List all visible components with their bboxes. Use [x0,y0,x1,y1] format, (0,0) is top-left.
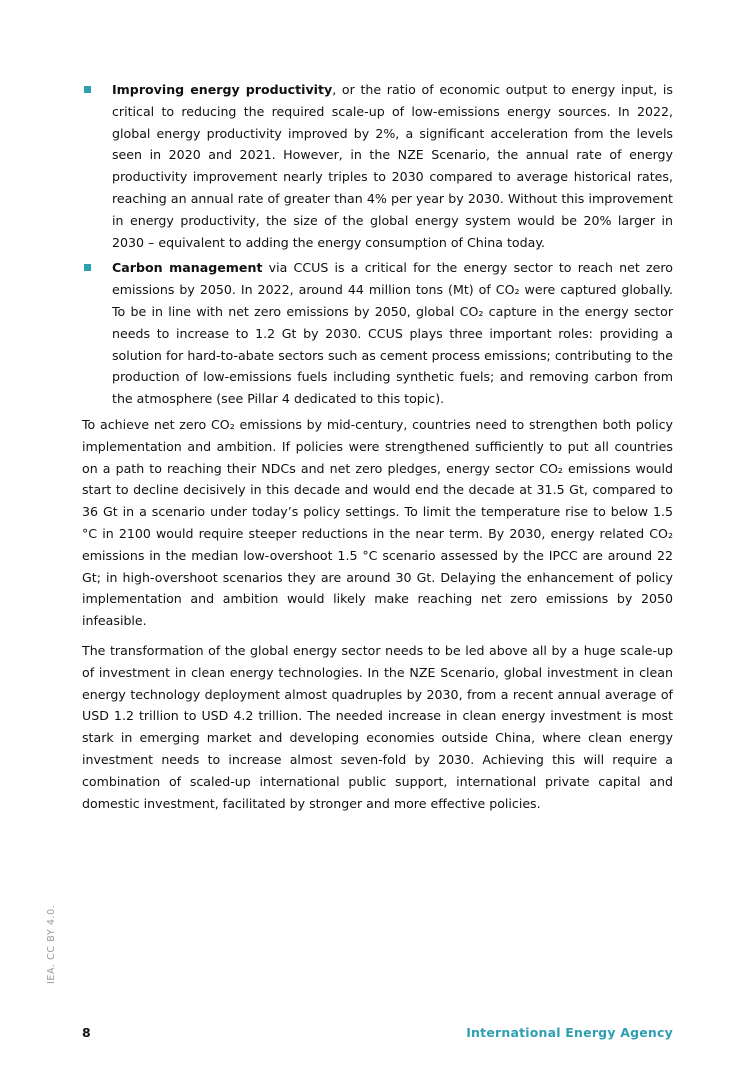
license-notice: IEA. CC BY 4.0. [46,904,57,984]
paragraph-clean-energy-investment: The transformation of the global energy sector needs to be led above all by a huge scale-up of investment in clean energy technologies. In the NZE Scenario, global investment in clean energy technology deployment almost quadruples by 2030, from a recent annual average of USD 1.2 trillion to USD 4.2 trillion. The needed increase in clean energy investment is most stark in emerging market and developing economies outside China, where clean energy investment needs to increase almost seven-fold by 2030. Achieving this will require a combination of scaled-up international public support, international private capital and domestic investment, facilitated by stronger and more effective policies. [82,642,673,811]
page-number: 8 [82,1025,91,1040]
bullet-text: via CCUS is a critical for the energy sector to reach net zero emissions by 2050. In 2022, around 44 million tons (Mt) of CO₂ were captured globally. To be in line with net zero emissions by 2050, global CO₂ capture in the energy sector needs to increase to 1.2 Gt by 2030. CCUS plays three important roles: providing a solution for hard-to-abate sectors such as cement process emissions; contributing to the production of low-emissions fuels including synthetic fuels; and removing carbon from the atmosphere (see Pillar 4 dedicated to this topic). [112,260,673,407]
bullet-square-icon [84,264,91,271]
bullet-square-icon [84,86,91,93]
bullet-item-carbon-management [82,257,673,410]
bullet-item-energy-productivity [82,79,673,253]
bullet-text: , or the ratio of economic output to energy input, is critical to reducing the required scale-up of low-emissions energy sources. In 2022, global energy productivity improved by 2%, a significant acceleration from the levels seen in 2020 and 2021. However, in the NZE Scenario, the annual rate of energy productivity improvement nearly triples to 2030 compared to average historical rates, reaching an annual rate of greater than 4% per year by 2030. Without this improvement in energy productivity, the size of the global energy system would be 20% larger in 2030 – equivalent to adding the energy consumption of China today. [112,82,673,250]
footer-agency-name: International Energy Agency [466,1025,673,1040]
bullet-lead: Improving energy productivity [112,82,333,97]
bullet-lead: Carbon management [112,260,263,276]
paragraph-net-zero-policy: To achieve net zero CO₂ emissions by mid-century, countries need to strengthen both policy implementation and ambition. If policies were strengthened sufficiently to put all countries on a path to reaching their NDCs and net zero pledges, energy sector CO₂ emissions would start to decline decisively in this decade and would end the decade at 31.5 Gt, compared to 36 Gt in a scenario under today’s policy settings. To limit the temperature rise to below 1.5 °C in 2100 would require steeper reductions in the near term. By 2030, energy related CO₂ emissions in the median low-overshoot 1.5 °C scenario assessed by the IPCC are around 22 Gt; in high-overshoot scenarios they are around 30 Gt. Delaying the enhancement of policy implementation and ambition would likely make reaching net zero emissions by 2050 infeasible. [82,416,673,629]
main-content [82,79,673,822]
